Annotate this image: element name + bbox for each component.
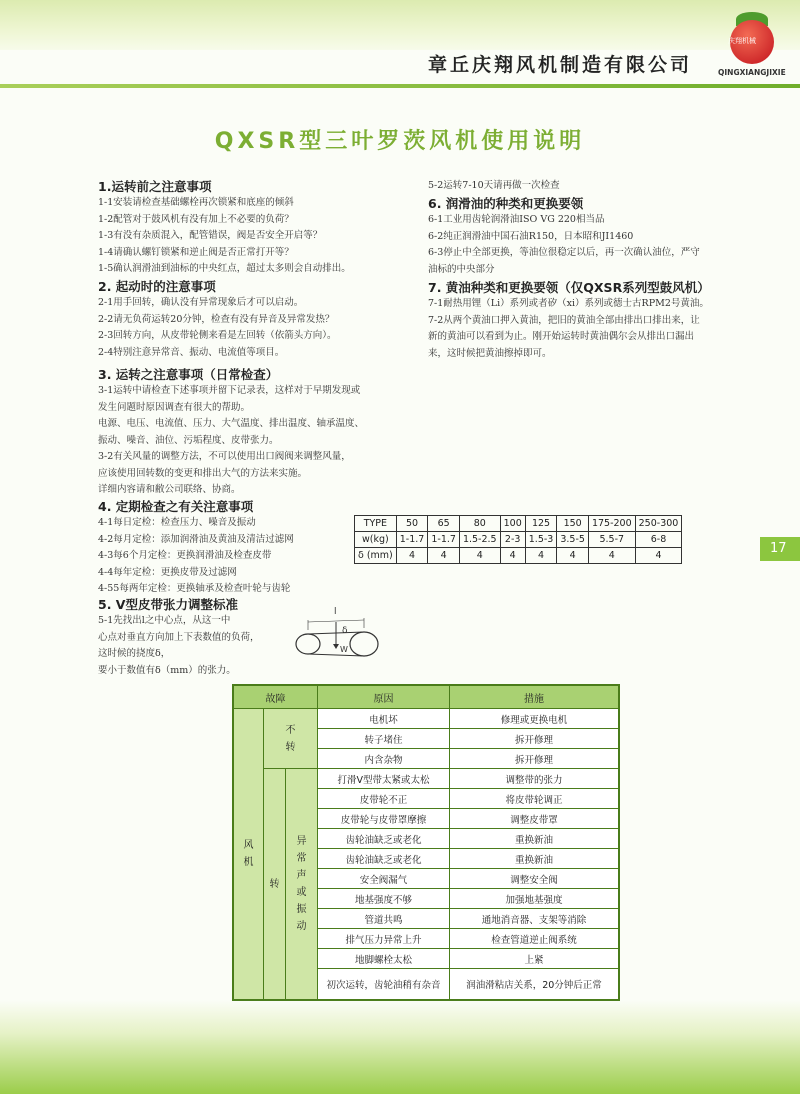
cause-cell: 内含杂物 <box>318 749 450 769</box>
remedy-cell: 调整带的张力 <box>450 769 619 789</box>
table-cell: 4 <box>428 548 460 564</box>
table-cell: 4 <box>588 548 635 564</box>
table-cell: 100 <box>500 516 525 532</box>
section-7 <box>428 279 710 362</box>
cause-cell: 安全阀漏气 <box>318 869 450 889</box>
text-line: 1-4请确认螺钉锁紧和逆止阀是否正常打开等？ <box>98 246 294 258</box>
table-row <box>234 769 619 789</box>
label-delta: δ <box>342 626 348 636</box>
section-3 <box>98 366 364 499</box>
cause-cell: 皮带轮不正 <box>318 789 450 809</box>
cause-cell: 皮带轮与皮带罩摩擦 <box>318 809 450 829</box>
text-line: 1-2配管对于鼓风机有没有加上不必要的负荷？ <box>98 213 294 225</box>
section-heading: 4. 定期检查之有关注意事项 <box>98 499 254 514</box>
text-line: 2-2请无负荷运转20分钟，检查有没有异音及异常发热？ <box>98 313 335 325</box>
group-running <box>264 769 286 1000</box>
table-row <box>234 709 619 729</box>
group-fan <box>234 709 264 1000</box>
text-line: 6-2纯正润滑油中国石油R150，日本昭和JI1460 <box>428 230 634 242</box>
header-fault: 故障 <box>234 686 318 709</box>
cause-cell: 管道共鸣 <box>318 909 450 929</box>
text-line: 2-1用手回转，确认没有异常现象后才可以启动。 <box>98 297 304 308</box>
text-line: 5-1先找出l之中心点，从这一中 <box>98 615 231 626</box>
table-cell: 65 <box>428 516 460 532</box>
table-cell: 3.5-5 <box>557 532 589 548</box>
section-heading: 1.运转前之注意事项 <box>98 179 212 194</box>
text-line: 这时候的挠度δ， <box>98 648 171 659</box>
group-not-running-label: 不 转 <box>285 724 296 753</box>
text-line: 5-2运转7-10天请再做一次检查 <box>428 180 560 191</box>
header-remedy: 措施 <box>450 686 619 709</box>
table-cell: 5.5-7 <box>588 532 635 548</box>
text-line: 4-55每两年定检：更换轴承及检查叶轮与齿轮 <box>98 583 291 594</box>
group-not-running <box>264 709 318 769</box>
table-cell: 4 <box>635 548 682 564</box>
section-heading: 2. 起动时的注意事项 <box>98 279 216 294</box>
table-cell: 125 <box>525 516 557 532</box>
section-5 <box>98 596 260 679</box>
text-line: 发生问题时原因调查有很大的帮助。 <box>98 401 251 413</box>
cause-cell: 电机坏 <box>318 709 450 729</box>
cause-cell: 打滑V型带太紧或太松 <box>318 769 450 789</box>
header-divider <box>0 84 800 88</box>
section-heading: 3. 运转之注意事项（日常检查） <box>98 367 279 382</box>
remedy-cell: 润油滑粘店关系，20分钟后正常 <box>450 969 619 1000</box>
text-line: 7-2从两个黄油口押入黄油，把旧的黄油全部由排出口排出来，让 <box>428 314 700 326</box>
section-6 <box>428 195 700 278</box>
text-line: 2-3回转方向，从皮带轮侧来看是左回转（依箭头方向）。 <box>98 330 337 341</box>
table-cell: 2-3 <box>500 532 525 548</box>
page-title: QXSR型三叶罗茨风机使用说明 <box>214 129 586 154</box>
remedy-cell: 检查管道逆止阀系统 <box>450 929 619 949</box>
logo-english: QINGXIANGJIXIE <box>718 68 786 77</box>
remedy-cell: 将皮带轮调正 <box>450 789 619 809</box>
table-row <box>355 532 682 548</box>
logo-text: 庆翔机械 <box>728 37 756 45</box>
text-line: 1-1安装请检查基础螺栓再次锁紧和底座的倾斜 <box>98 197 294 208</box>
header-cause: 原因 <box>318 686 450 709</box>
text-line: 要小于数值有δ（mm）的张力。 <box>98 664 236 676</box>
section-5-2 <box>428 178 560 195</box>
table-cell: 50 <box>396 516 428 532</box>
table-cell: δ (mm) <box>355 548 397 564</box>
pulley-right <box>350 632 378 656</box>
group-abnormal <box>286 769 318 1000</box>
section-1 <box>98 178 351 278</box>
text-line: 7-1耐热用锂（Li）系列或者矽（xi）系列或德士古RPM2号黄油。 <box>428 298 709 309</box>
remedy-cell: 上紧 <box>450 949 619 969</box>
text-line: 2-4特别注意异常音、振动、电流值等项目。 <box>98 346 285 358</box>
table-cell: 4 <box>500 548 525 564</box>
remedy-cell: 拆开修理 <box>450 749 619 769</box>
table-row <box>355 516 682 532</box>
text-line: 来，这时候把黄油擦掉即可。 <box>428 347 552 359</box>
cause-cell: 转子堵住 <box>318 729 450 749</box>
text-line: 4-1每日定检：检查压力、噪音及振动 <box>98 517 256 528</box>
label-w: W <box>340 645 348 654</box>
text-line: 振动、噪音、油位、污垢程度、皮带张力。 <box>98 434 279 446</box>
group-running-label: 转 <box>269 878 280 890</box>
text-line: 1-5确认润滑油到油标的中央红点，超过太多则会自动排出。 <box>98 263 351 274</box>
table-cell: 1-1.7 <box>396 532 428 548</box>
text-line: 1-3有没有杂质混入，配管错误，阀是否安全开启等？ <box>98 230 323 241</box>
text-line: 4-4每年定检：更换皮带及过滤网 <box>98 566 237 578</box>
table-cell: TYPE <box>355 516 397 532</box>
remedy-cell: 重换新油 <box>450 829 619 849</box>
table-row <box>355 548 682 564</box>
text-line: 3-2有关风量的调整方法，不可以使用出口阀阀来调整风量， <box>98 451 351 462</box>
section-2 <box>98 278 337 361</box>
dim-line <box>308 620 364 622</box>
remedy-cell: 修理或更换电机 <box>450 709 619 729</box>
remedy-cell: 重换新油 <box>450 849 619 869</box>
remedy-cell: 拆开修理 <box>450 729 619 749</box>
arrow-head-icon <box>333 644 339 649</box>
remedy-cell: 加强地基强度 <box>450 889 619 909</box>
fault-table <box>233 685 619 1000</box>
text-line: 应该使用回转数的变更和排出大气的方法来实施。 <box>98 467 308 479</box>
table-cell: 175-200 <box>588 516 635 532</box>
group-fan-label: 风 机 <box>243 840 254 868</box>
cause-cell: 齿轮油缺乏或老化 <box>318 849 450 869</box>
company-name: 章丘庆翔风机制造有限公司 <box>428 54 693 76</box>
text-line: 油标的中央部分 <box>428 263 495 275</box>
cause-cell: 齿轮油缺乏或老化 <box>318 829 450 849</box>
cause-cell: 初次运转，齿轮油稍有杂音 <box>318 969 450 1000</box>
belt-tension-table <box>354 515 682 564</box>
text-line: 心点对垂直方向加上下表数值的负荷， <box>98 631 260 643</box>
section-heading: 7. 黄油种类和更换要领（仅QXSR系列型鼓风机） <box>428 280 710 295</box>
cause-cell: 地脚螺栓太松 <box>318 949 450 969</box>
section-heading: 5. V型皮带张力调整标准 <box>98 597 238 612</box>
table-cell: 1.5-3 <box>525 532 557 548</box>
table-cell: 4 <box>525 548 557 564</box>
text-line: 4-3每6个月定检：更换润滑油及检查皮带 <box>98 550 272 561</box>
section-heading: 6. 润滑油的种类和更换要领 <box>428 196 584 211</box>
company-logo <box>718 10 798 80</box>
cause-cell: 排气压力异常上升 <box>318 929 450 949</box>
table-cell: 1.5-2.5 <box>459 532 500 548</box>
table-cell: 1-1.7 <box>428 532 460 548</box>
group-abnormal-label: 异 常 声 或 振 动 <box>296 836 307 932</box>
table-cell: 4 <box>459 548 500 564</box>
fault-table-wrapper <box>232 684 620 1001</box>
table-cell: 250-300 <box>635 516 682 532</box>
table-cell: 4 <box>396 548 428 564</box>
table-cell: 150 <box>557 516 589 532</box>
text-line: 3-1运转中请检查下述事项并留下记录表，这样对于早期发现或 <box>98 385 361 396</box>
section-4 <box>98 498 294 598</box>
belt-tension-diagram <box>292 600 382 662</box>
cause-cell: 地基强度不够 <box>318 889 450 909</box>
text-line: 4-2每月定检：添加润滑油及黄油及清洁过滤网 <box>98 533 294 545</box>
label-l: l <box>334 607 337 617</box>
remedy-cell: 通地消音器、支架等消除 <box>450 909 619 929</box>
table-cell: 4 <box>557 548 589 564</box>
page-number-tab: 17 <box>760 537 800 561</box>
text-line: 6-3停止中全部更换，等油位很稳定以后，再一次确认油位，严守 <box>428 247 700 258</box>
remedy-cell: 调整皮带罩 <box>450 809 619 829</box>
footer-band <box>0 1000 800 1094</box>
header-band <box>0 0 800 50</box>
text-line: 电源、电压、电流值、压力、大气温度、排出温度、轴承温度、 <box>98 418 365 429</box>
table-header-row <box>234 686 619 709</box>
table-cell: 80 <box>459 516 500 532</box>
table-cell: 6-8 <box>635 532 682 548</box>
remedy-cell: 调整安全阀 <box>450 869 619 889</box>
text-line: 新的黄油可以看到为止。刚开始运转时黄油偶尔会从排出口漏出 <box>428 331 695 342</box>
text-line: 详细内容请和敝公司联络、协商。 <box>98 484 241 495</box>
pulley-left <box>296 634 320 654</box>
text-line: 6-1工业用齿轮润滑油ISO VG 220相当品 <box>428 214 605 225</box>
table-cell: w(kg) <box>355 532 397 548</box>
